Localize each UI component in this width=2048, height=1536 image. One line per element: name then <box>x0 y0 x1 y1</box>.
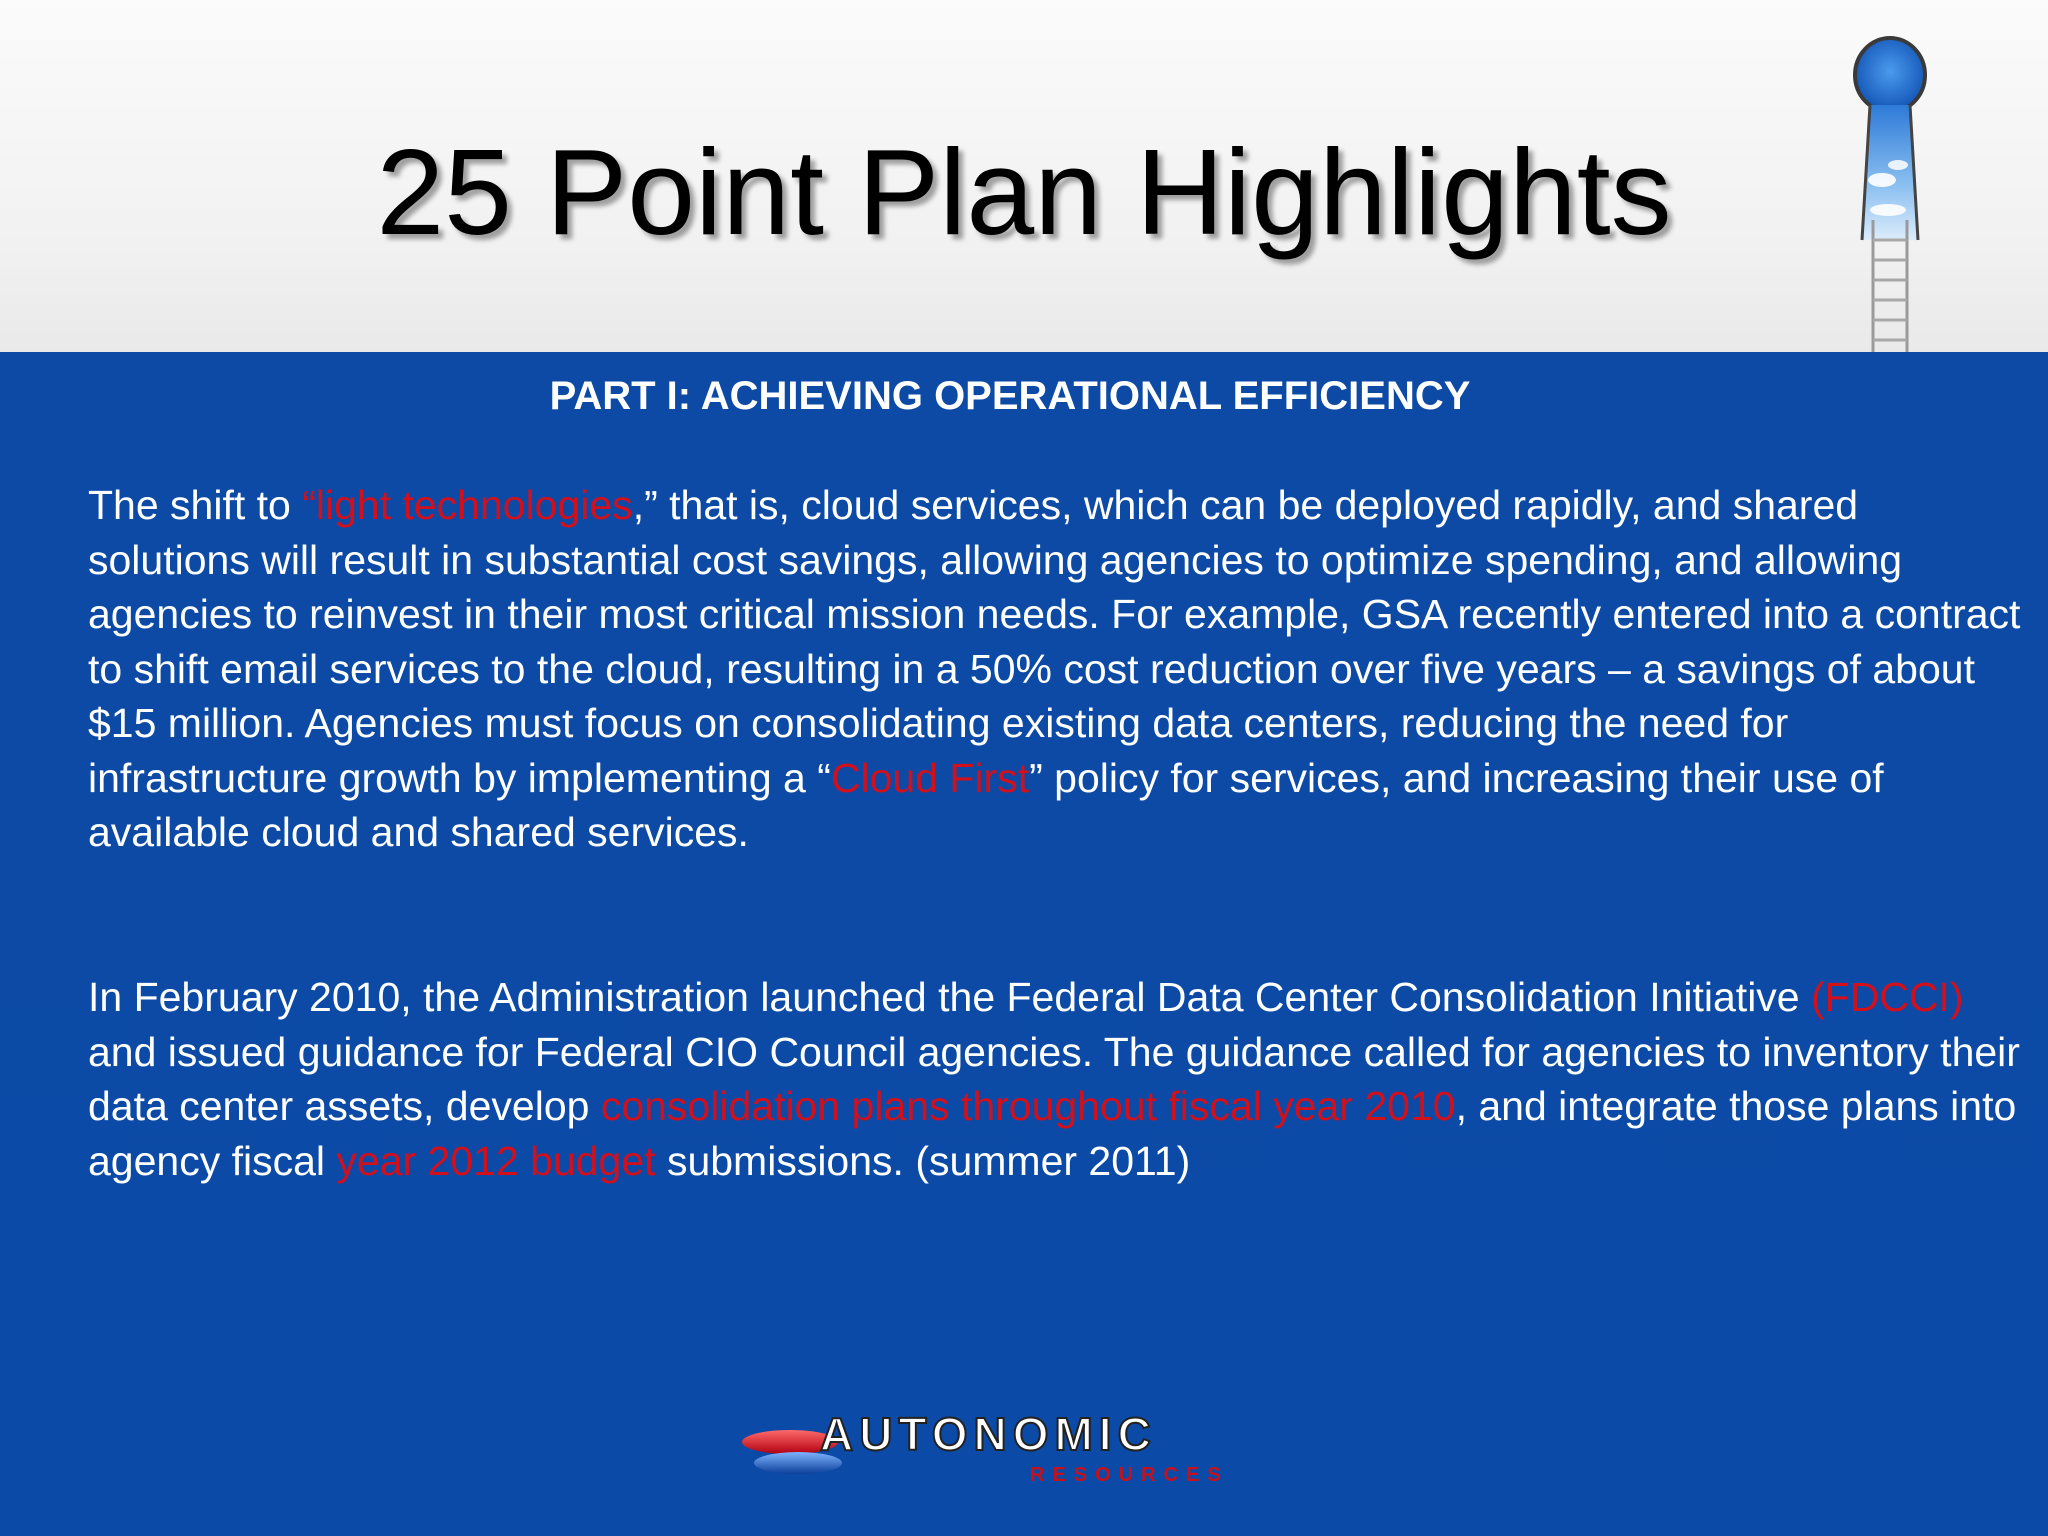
section-heading: PART I: ACHIEVING OPERATIONAL EFFICIENCY <box>549 374 1471 418</box>
highlight-consolidation-plans: consolidation plans throughout fiscal year 2010 <box>600 1083 1456 1129</box>
slide-header <box>0 0 2048 352</box>
logo-name: AUTONOMIC <box>820 1408 1157 1460</box>
paragraph-fdcci <box>88 970 2028 1188</box>
paragraph-text: ,” that is, cloud services, which can be deployed rapidly, and shared solutions will result in substantial cost savings, allowing agencies to optimize spending, and allowing agencies to reinvest in their most critical mission needs. For example, GSA recently entered into a contract to shift email services to the cloud, resulting in a 50% cost reduction over five years – a savings of about $15 million. Agencies must focus on consolidating existing data centers, reducing the need for infrastructure growth by implementing a “ <box>88 482 2021 801</box>
paragraph-text: ” policy for services, and increasing their use of available cloud and shared services. <box>88 754 1884 855</box>
highlight-light-technologies: “light technologies <box>302 482 633 528</box>
logo-subtitle: RESOURCES <box>1030 1464 1229 1485</box>
highlight-fdcci: (FDCCI) <box>1811 974 1964 1020</box>
autonomic-resources-logo <box>740 1405 1330 1485</box>
paragraph-text: submissions. (summer 2011) <box>655 1137 1191 1184</box>
highlight-budget-year: year 2012 budget <box>336 1137 656 1184</box>
paragraph-text: The shift to <box>88 482 303 528</box>
paragraph-text: In February 2010, the Administration launched the Federal Data Center Consolidation Initiative <box>88 974 1812 1020</box>
paragraph-light-technologies <box>88 478 2028 860</box>
slide-title: 25 Point Plan Highlights <box>376 124 1672 260</box>
highlight-cloud-first: Cloud First <box>830 754 1030 801</box>
paragraph-text: and issued guidance for Federal CIO Council agencies. The guidance called for agencies to inventory their data center assets, develop <box>88 1028 2020 1129</box>
paragraph-text: , and integrate those plans into agency fiscal <box>88 1083 2017 1184</box>
keyhole-ladder-illustration <box>1840 30 1950 352</box>
